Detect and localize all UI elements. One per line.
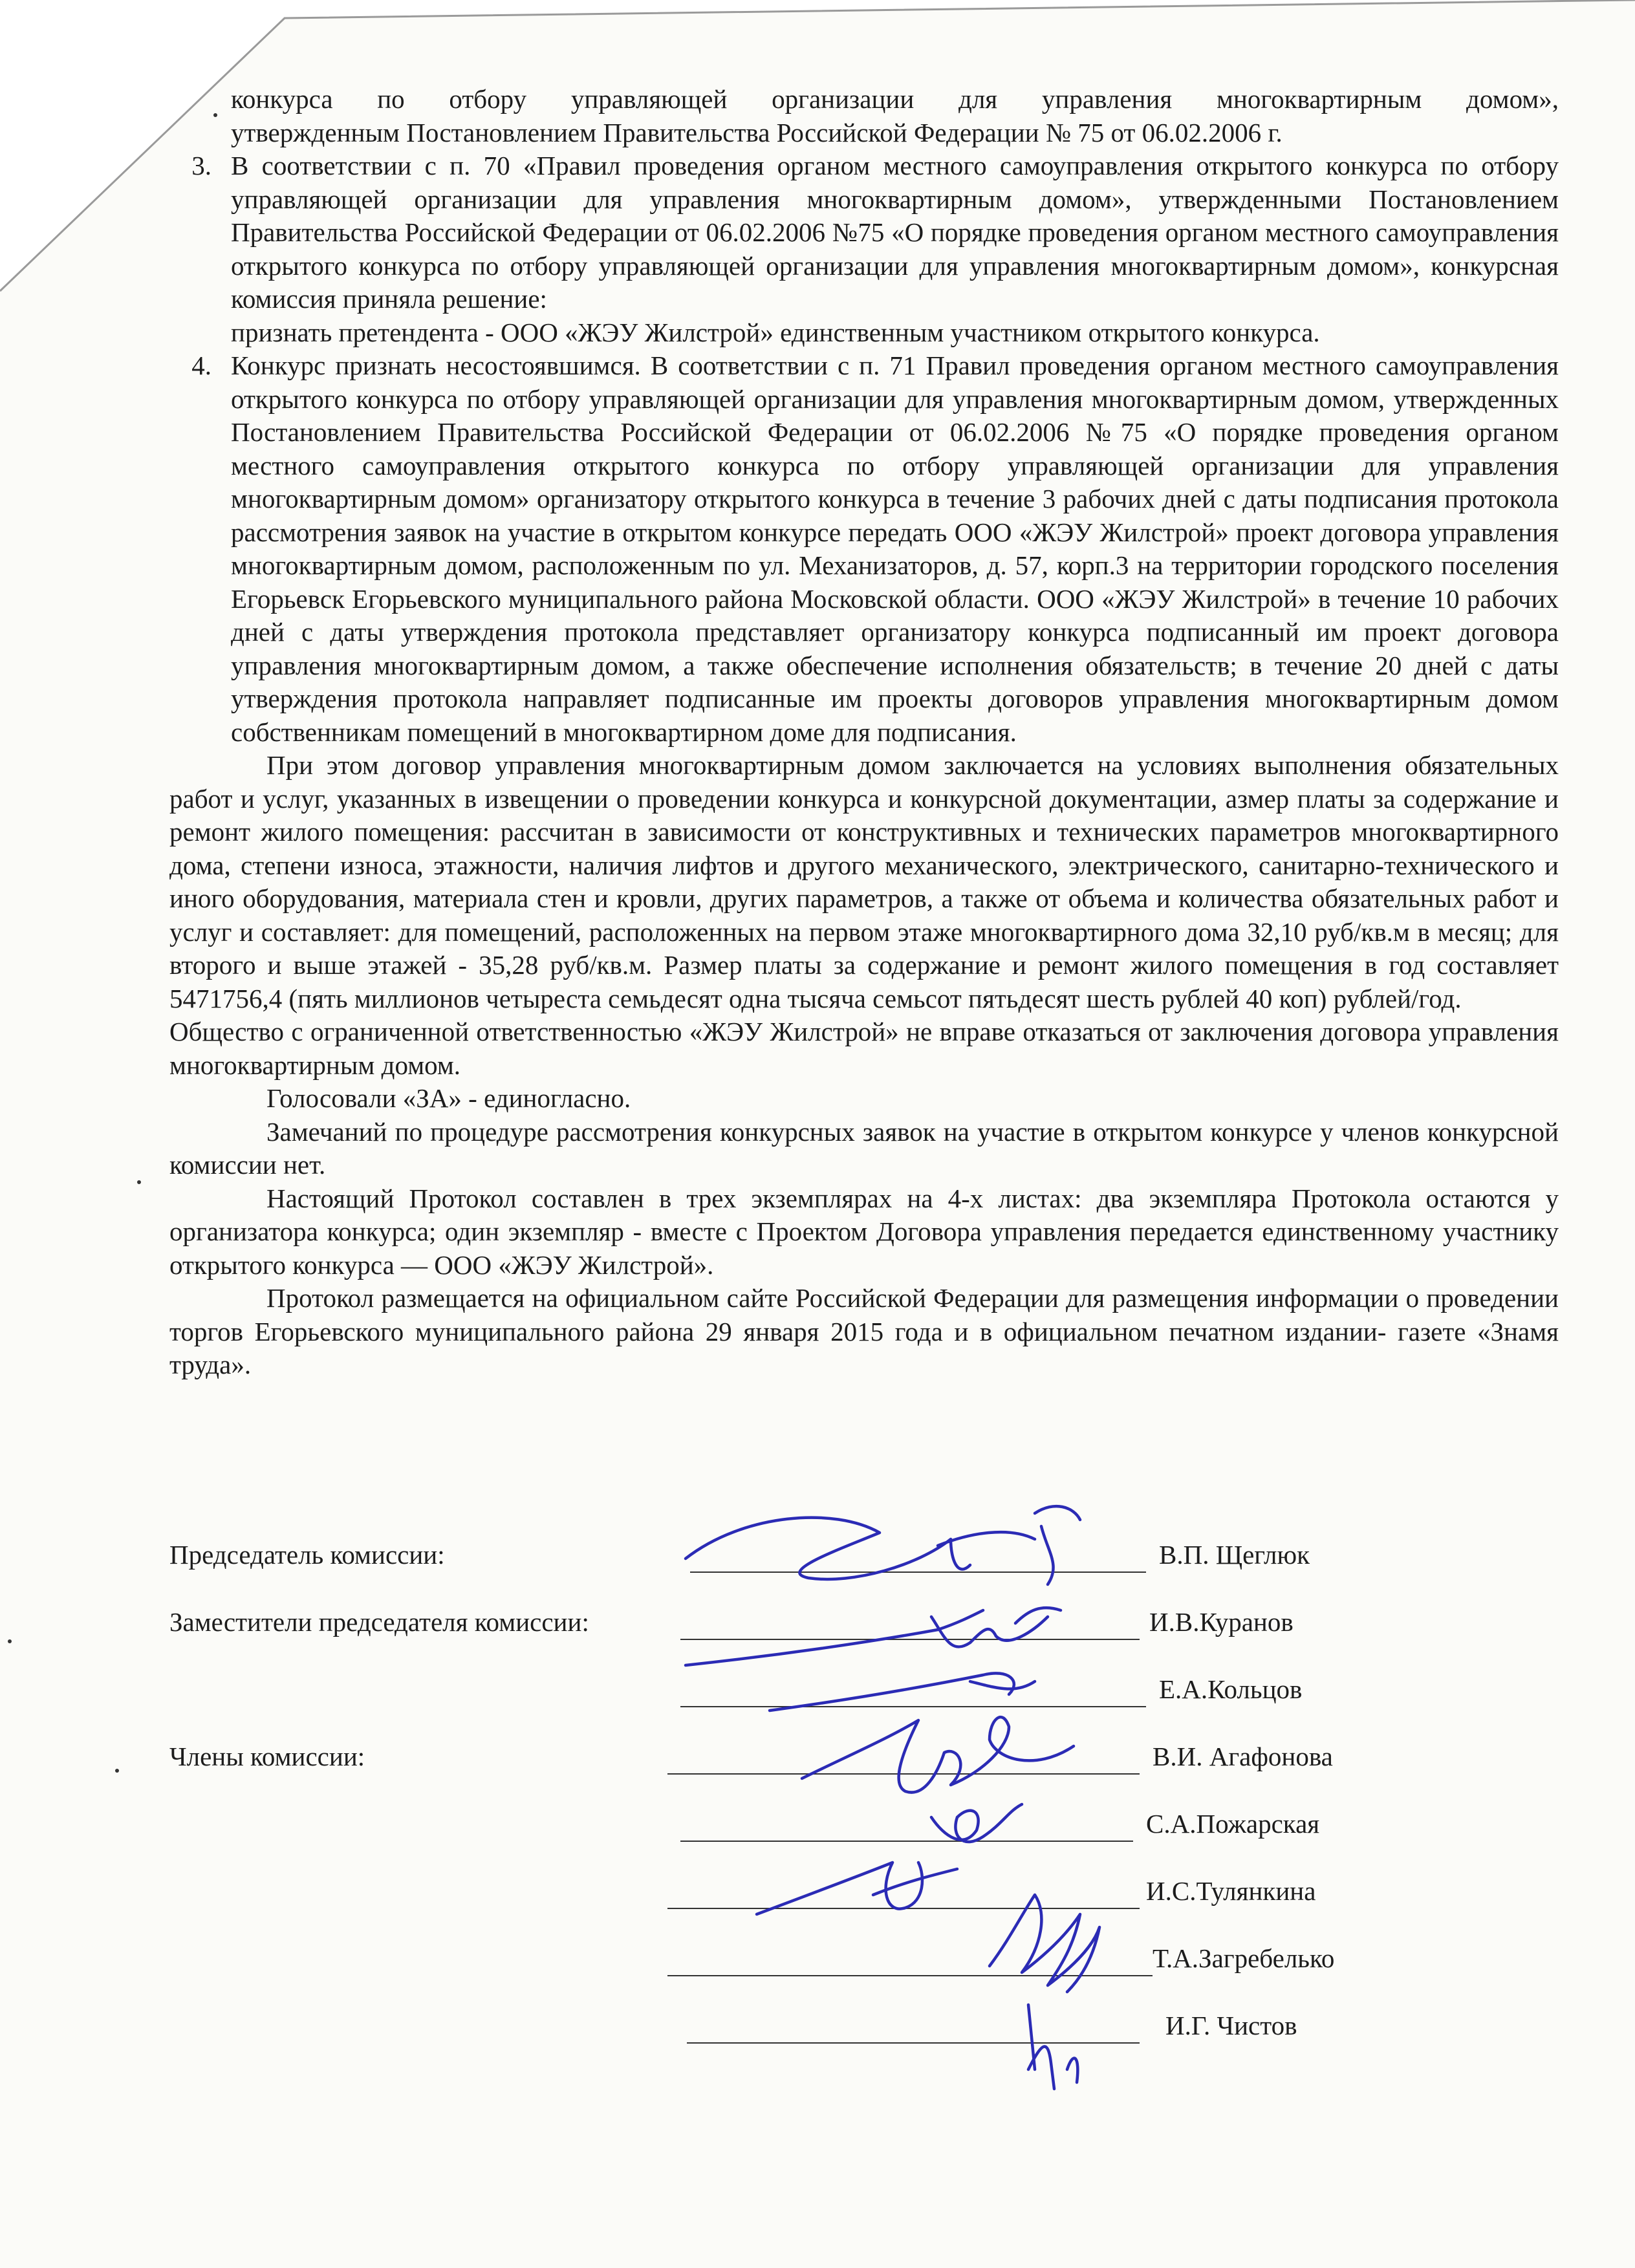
signature-row-deputy-1 xyxy=(169,1606,1592,1645)
chairman-label: Председатель комиссии: xyxy=(169,1540,445,1570)
scan-speck xyxy=(137,1180,141,1184)
signature-block xyxy=(169,1539,1592,2121)
paragraph-vote: Голосовали «ЗА» - единогласно. xyxy=(266,1083,631,1113)
signature-line xyxy=(690,1571,1146,1573)
signer-name: В.И. Агафонова xyxy=(1153,1742,1333,1771)
signature-line xyxy=(680,1639,1140,1640)
protocol-text xyxy=(169,83,1559,1382)
signature-line xyxy=(667,1975,1153,1976)
item-4-number: 4. xyxy=(191,351,211,380)
scan-speck xyxy=(8,1639,12,1643)
signature-row-member-1 xyxy=(169,1741,1592,1780)
item-3-text: В соответствии с п. 70 «Правил проведения органом местного самоуправления открытого конкурса по отбору управляющей организации для управления многоквартирным домом», утвержденными Постановлением Правительства Российской Федерации от 06.02.2006 №75 «О порядке проведения органом местного самоуправления открытого конкурса по отбору управляющей организации для управления многоквартирным домом», конкурсная комиссия приняла решение: xyxy=(231,151,1559,314)
scan-speck xyxy=(213,113,217,117)
members-label: Члены комиссии: xyxy=(169,1742,365,1771)
item-3-number: 3. xyxy=(191,151,211,180)
signature-line xyxy=(680,1706,1146,1707)
signer-name: Е.А.Кольцов xyxy=(1159,1674,1303,1704)
signature-line xyxy=(680,1841,1133,1842)
signature-row-member-2 xyxy=(169,1808,1592,1847)
signer-name: В.П. Щеглюк xyxy=(1159,1540,1310,1570)
signer-name: С.А.Пожарская xyxy=(1146,1809,1320,1839)
signer-name: И.С.Тулянкина xyxy=(1146,1876,1316,1906)
item-3-decision: признать претендента - ООО «ЖЭУ Жилстрой» единственным участником открытого конкурса. xyxy=(231,317,1320,347)
item-3 xyxy=(169,149,1559,349)
intro-line-1: конкурса по отбору управляющей организации для управления многоквартирным домом», xyxy=(231,84,1559,114)
signature-row-member-5 xyxy=(169,2010,1592,2049)
paragraph-contract-terms: При этом договор управления многоквартирным домом заключается на условиях выполнения обязательных работ и услуг, указанных в извещении о проведении конкурса и конкурсной документации, азмер платы за содержание и ремонт жилого помещения: рассчитан в зависимости от конструктивных и технических параметров многоквартирного дома, степени износа, этажности, наличия лифтов и другого механического, электрического, санитарно-технического и иного оборудования, материала стен и кровли, других параметров, а также от объема и количества обязательных работ и услуг и составляет: для помещений, расположенных на первом этаже многоквартирного дома 32,10 руб/кв.м в месяц; для второго и выше этажей - 35,28 руб/кв.м. Размер платы за содержание и ремонт жилого помещения в год составляет 5471756,4 (пять миллионов четыреста семьдесят одна тысяча семьсот пятьдесят шесть рублей 40 коп) рублей/год. xyxy=(169,750,1559,1013)
signer-name: И.Г. Чистов xyxy=(1165,2011,1297,2040)
signature-line xyxy=(667,1908,1140,1909)
signature-line xyxy=(667,1773,1140,1775)
signer-name: Т.А.Загребелько xyxy=(1153,1943,1335,1973)
signature-line xyxy=(687,2042,1140,2044)
deputies-label: Заместители председателя комиссии: xyxy=(169,1607,589,1637)
signature-row-chairman xyxy=(169,1539,1592,1578)
signature-row-deputy-2 xyxy=(169,1674,1592,1712)
signature-row-member-3 xyxy=(169,1875,1592,1914)
item-4 xyxy=(169,349,1559,749)
item-4-text: Конкурс признать несостоявшимся. В соответствии с п. 71 Правил проведения органом местного самоуправления открытого конкурса по отбору управляющей организации для управления многоквартирным домом, утвержденных Постановлением Правительства Российской Федерации от 06.02.2006 №75 «О порядке проведения органом местного самоуправления открытого конкурса по отбору управляющей организации для управления многоквартирным домом» организатору открытого конкурса в течение 3 рабочих дней с даты подписания протокола рассмотрения заявок на участие в открытом конкурсе передать ООО «ЖЭУ Жилстрой» проект договора управления многоквартирным домом, расположенным по ул. Механизаторов, д. 57, корп.3 на территории городского поселения Егорьевск Егорьевского муниципального района Московской области. ООО «ЖЭУ Жилстрой» в течение 10 рабочих дней с даты утверждения протокола представляет организатору конкурса подписанный им проект договора управления многоквартирным домом, а также обеспечение исполнения обязательств; в течение 20 дней с даты утверждения протокола направляет подписанные им проекты договоров управления многоквартирным домом собственникам помещений в многоквартирном доме для подписания. xyxy=(231,351,1559,747)
paragraph-copies: Настоящий Протокол составлен в трех экземплярах на 4-х листах: два экземпляра Протокола остаются у организатора конкурса; один экземпляр - вместе с Проектом Договора управления передается единственному участнику открытого конкурса — ООО «ЖЭУ Жилстрой». xyxy=(169,1183,1559,1280)
paragraph-publish: Протокол размещается на официальном сайте Российской Федерации для размещения информации о проведении торгов Егорьевского муниципального района 29 января 2015 года и в официальном печатном издании- газете «Знамя труда». xyxy=(169,1283,1559,1379)
scan-speck xyxy=(115,1769,119,1773)
intro-line-2: утвержденным Постановлением Правительства Российской Федерации № 75 от 06.02.2006 г. xyxy=(231,117,1283,147)
paragraph-company: Общество с ограниченной ответственностью «ЖЭУ Жилстрой» не вправе отказаться от заключения договора управления многоквартирным домом. xyxy=(169,1017,1559,1080)
signature-row-member-4 xyxy=(169,1943,1592,1982)
signer-name: И.В.Куранов xyxy=(1149,1607,1294,1637)
paragraph-remarks: Замечаний по процедуре рассмотрения конкурсных заявок на участие в открытом конкурсе у членов конкурсной комиссии нет. xyxy=(169,1116,1559,1180)
